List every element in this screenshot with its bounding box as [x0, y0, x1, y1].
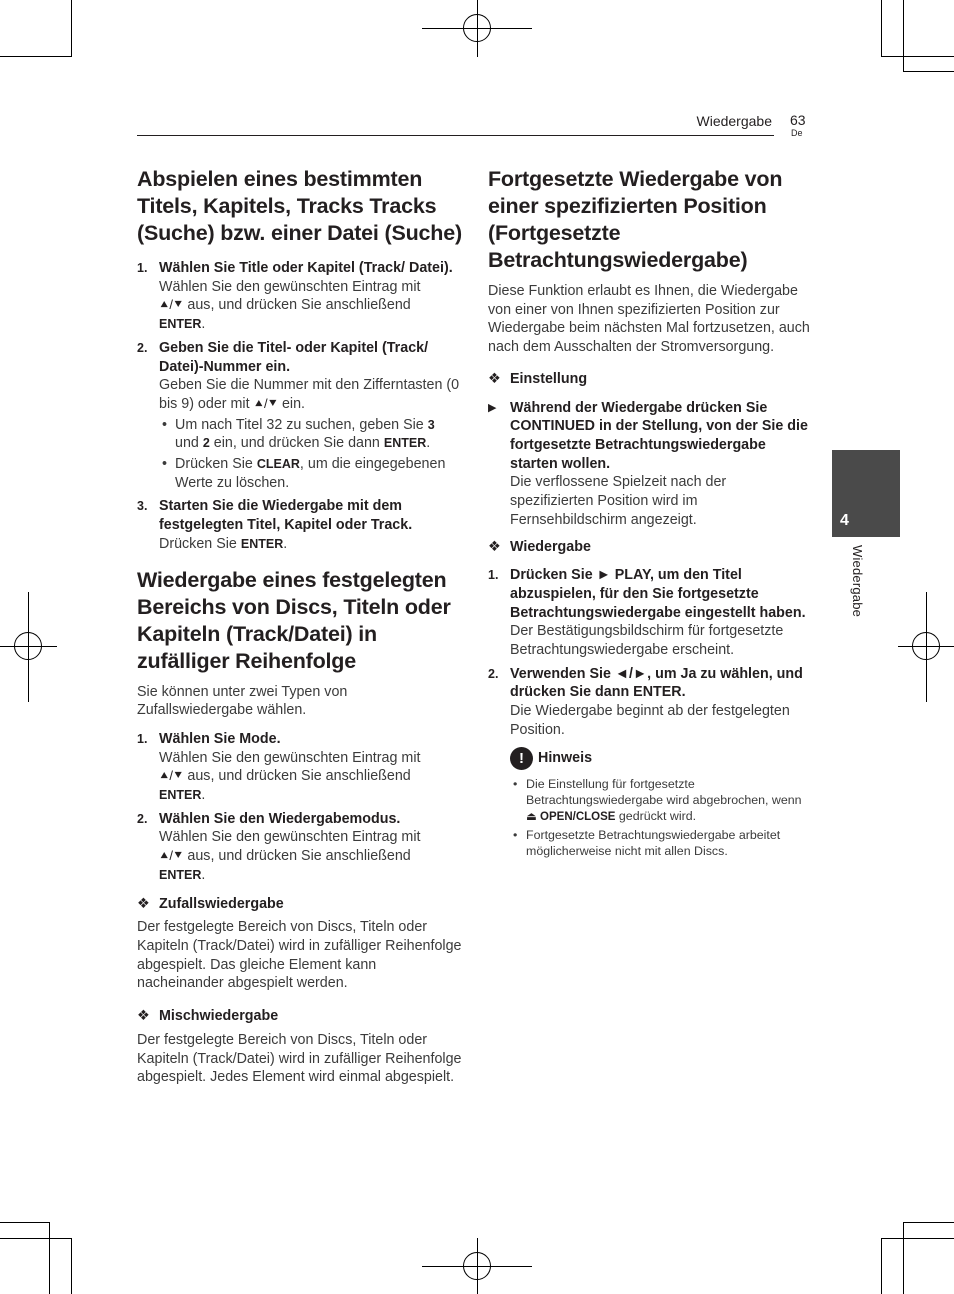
- list-item: [137, 259, 462, 334]
- subheading-text: Zufallswiedergabe: [159, 895, 284, 912]
- step-text: Wählen Sie den gewünschten Eintrag mit: [159, 749, 421, 766]
- step-number: 2.: [137, 811, 148, 826]
- exclamation-icon: !: [510, 747, 533, 770]
- key-label: ENTER: [159, 867, 202, 882]
- step-text: , um den Titel abzuspielen, für den Sie fortgesetzte Betrachtungswiedergabe eingestellt haben.: [510, 567, 806, 621]
- note-list: [510, 776, 813, 859]
- language-code: De: [791, 128, 803, 138]
- note-title: Hinweis: [538, 750, 593, 767]
- chapter-label: Wiedergabe: [850, 545, 865, 618]
- list-item: • Die Einstellung für fortgesetzte Betrachtungswiedergabe wird abgebrochen, wenn ⏏ OPEN/CLOSE gedrückt wird.: [513, 777, 802, 824]
- bullet-text: , um die eingegebenen Werte zu löschen.: [175, 456, 446, 491]
- diamond-bullet-icon: ❖: [488, 370, 501, 387]
- shuffle-text: Der festgelegte Bereich von Discs, Titeln oder Kapiteln (Track/Datei) wird in zufälliger Reihenfolge abgespielt. Das gleiche Element kann nacheinander abgespielt werden.: [137, 919, 462, 992]
- subheading-text: Einstellung: [510, 370, 588, 387]
- step-text: Wählen Sie den gewünschten Eintrag mit: [159, 829, 421, 846]
- header-rule: [137, 135, 774, 136]
- heading-search: Abspielen eines bestimmten Titels, Kapitels, Tracks Tracks (Suche) bzw. einer Datei (Suche): [137, 167, 462, 245]
- chapter-number: 4: [840, 512, 849, 529]
- step-text: .: [283, 535, 288, 552]
- random-steps: [137, 730, 462, 885]
- step-text: Geben Sie die Nummer mit den Zifferntasten (0 bis 9) oder mit: [159, 377, 460, 412]
- subheading-text: Wiedergabe: [510, 539, 591, 556]
- key-label: CLEAR: [256, 457, 300, 472]
- step-text: .: [681, 684, 686, 701]
- key-label: ENTER: [159, 788, 202, 803]
- step-text: Wählen Sie den gewünschten Eintrag mit: [159, 278, 421, 295]
- diamond-bullet-icon: ❖: [488, 539, 501, 556]
- step-title: [510, 566, 813, 622]
- note-box: [510, 749, 813, 859]
- step-body: [159, 376, 462, 413]
- heading-random: Wiedergabe eines festgelegten Bereichs von Discs, Titeln oder Kapiteln (Track/Datei) in zufälliger Reihenfolge: [137, 567, 451, 673]
- note-text: Die Einstellung für fortgesetzte Betrachtungswiedergabe wird abgebrochen, wenn: [526, 777, 802, 808]
- up-down-arrow-icon: ⯅/⯆: [159, 848, 184, 864]
- play-arrow-icon: ▶: [488, 401, 497, 414]
- list-item: [137, 730, 462, 805]
- note-text: Fortgesetzte Betrachtungswiedergabe arbeitet möglicherweise nicht mit allen Discs.: [526, 828, 781, 859]
- diamond-bullet-icon: ❖: [137, 1008, 150, 1025]
- step-text: aus, und drücken Sie anschließend: [183, 848, 411, 865]
- step-text: .: [201, 316, 206, 333]
- step-text: ein.: [277, 395, 306, 412]
- list-item: [488, 566, 813, 660]
- step-title: Geben Sie die Titel- oder Kapitel (Track/ Datei)-Nummer ein.: [159, 339, 429, 375]
- step-body: [159, 278, 462, 334]
- step-body: [159, 535, 462, 554]
- step-body: [159, 749, 462, 805]
- list-item: • Um nach Titel 32 zu suchen, geben Sie 3 und 2 ein, und drücken Sie dann ENTER.: [162, 416, 435, 452]
- step-number: 2.: [488, 666, 499, 681]
- right-column: [488, 166, 813, 861]
- bullet-text: und: [175, 435, 203, 452]
- subheading-mix: [137, 1007, 462, 1026]
- step-title: Starten Sie die Wiedergabe mit dem festgelegten Titel, Kapitel oder Track.: [159, 498, 413, 534]
- step-text: Drücken Sie: [159, 535, 241, 552]
- list-item: [488, 665, 813, 740]
- step-number: 3.: [137, 499, 148, 514]
- step-title: Wählen Sie Title oder Kapitel (Track/ Datei).: [159, 260, 453, 276]
- key-label: ⏏ OPEN/CLOSE: [526, 811, 616, 824]
- step-title: [510, 399, 813, 474]
- key-label: ENTER: [159, 317, 202, 332]
- step-body: Die Wiedergabe beginnt ab der festgelegten Position.: [510, 703, 790, 738]
- step-text: Verwenden Sie ◄/►, um Ja zu wählen, und drücken Sie dann: [510, 665, 803, 701]
- bullet-text: Drücken Sie: [175, 456, 257, 473]
- step-text: aus, und drücken Sie anschließend: [183, 768, 411, 785]
- key-label: 3: [427, 417, 435, 432]
- step-number: 2.: [137, 340, 148, 355]
- subheading-text: Mischwiedergabe: [159, 1008, 279, 1025]
- list-item: [137, 339, 462, 493]
- section-label: Wiedergabe: [696, 113, 772, 129]
- note-text: gedrückt wird.: [615, 809, 697, 824]
- key-label: ENTER: [383, 436, 427, 451]
- list-item: • Drücken Sie CLEAR, um die eingegebenen Werte zu löschen.: [162, 456, 446, 491]
- up-down-arrow-icon: ⯅/⯆: [159, 768, 184, 784]
- step-bullets: [159, 416, 462, 493]
- step-text: aus, und drücken Sie anschließend: [183, 297, 411, 314]
- key-label: ENTER: [240, 536, 284, 551]
- left-column: [137, 166, 462, 1087]
- step-title: Wählen Sie den Wiedergabemodus.: [159, 810, 401, 827]
- mix-text: Der festgelegte Bereich von Discs, Titeln oder Kapiteln (Track/Datei) wird in zufälliger Reihenfolge abgespielt. Jedes Element wird einmal abgespielt.: [137, 1031, 462, 1086]
- setting-step: [488, 399, 813, 530]
- list-item: • Fortgesetzte Betrachtungswiedergabe arbeitet möglicherweise nicht mit allen Discs.: [513, 828, 781, 859]
- step-text: .: [201, 866, 206, 883]
- step-text: in der Stellung, von der Sie die fortgesetzte Betrachtungswiedergabe starten wollen.: [510, 418, 808, 472]
- key-label: CONTINUED: [510, 418, 595, 435]
- step-text: Drücken Sie ►: [510, 567, 615, 584]
- page-number: 63: [790, 112, 806, 128]
- search-steps: [137, 259, 462, 554]
- bullet-text: Um nach Titel 32 zu suchen, geben Sie: [175, 416, 428, 433]
- list-item: [137, 810, 462, 885]
- key-label: ENTER: [633, 684, 682, 701]
- up-down-arrow-icon: ⯅/⯆: [159, 297, 184, 313]
- up-down-arrow-icon: ⯅/⯆: [253, 395, 278, 411]
- bullet-text: ein, und drücken Sie dann: [209, 435, 384, 452]
- list-item: [137, 497, 462, 553]
- step-number: 1.: [488, 568, 499, 583]
- step-title: Wählen Sie Mode.: [159, 730, 281, 747]
- step-text: Während der Wiedergabe drücken Sie: [510, 399, 768, 416]
- resume-intro: Diese Funktion erlaubt es Ihnen, die Wiedergabe von einer von Ihnen spezifizierten Position zur Wiedergabe beim nächsten Mal fortzusetzen, auch nach dem Ausschalten der Stromversorgung.: [488, 283, 810, 356]
- bullet-text: .: [426, 435, 431, 452]
- step-title: [510, 665, 813, 702]
- key-label: 2: [202, 436, 210, 451]
- step-body: Die verflossene Spielzeit nach der spezifizierten Position wird im Fernsehbildschirm angezeigt.: [510, 474, 727, 528]
- step-number: 1.: [137, 731, 148, 746]
- note-heading: [510, 749, 813, 768]
- playback-steps: [488, 566, 813, 739]
- subheading-setting: [488, 370, 813, 389]
- key-label: PLAY: [614, 567, 650, 584]
- heading-resume: Fortgesetzte Wiedergabe von einer spezifizierten Position (Fortgesetzte Betrachtungswiedergabe): [488, 167, 783, 272]
- step-body: Der Bestätigungsbildschirm für fortgesetzte Betrachtungswiedergabe erscheint.: [510, 623, 784, 658]
- subheading-shuffle: [137, 895, 462, 914]
- diamond-bullet-icon: ❖: [137, 895, 150, 912]
- step-number: 1.: [137, 261, 148, 275]
- step-body: [159, 828, 462, 884]
- step-text: .: [201, 787, 206, 804]
- random-intro: Sie können unter zwei Typen von Zufallswiedergabe wählen.: [137, 683, 348, 719]
- subheading-playback: [488, 538, 813, 557]
